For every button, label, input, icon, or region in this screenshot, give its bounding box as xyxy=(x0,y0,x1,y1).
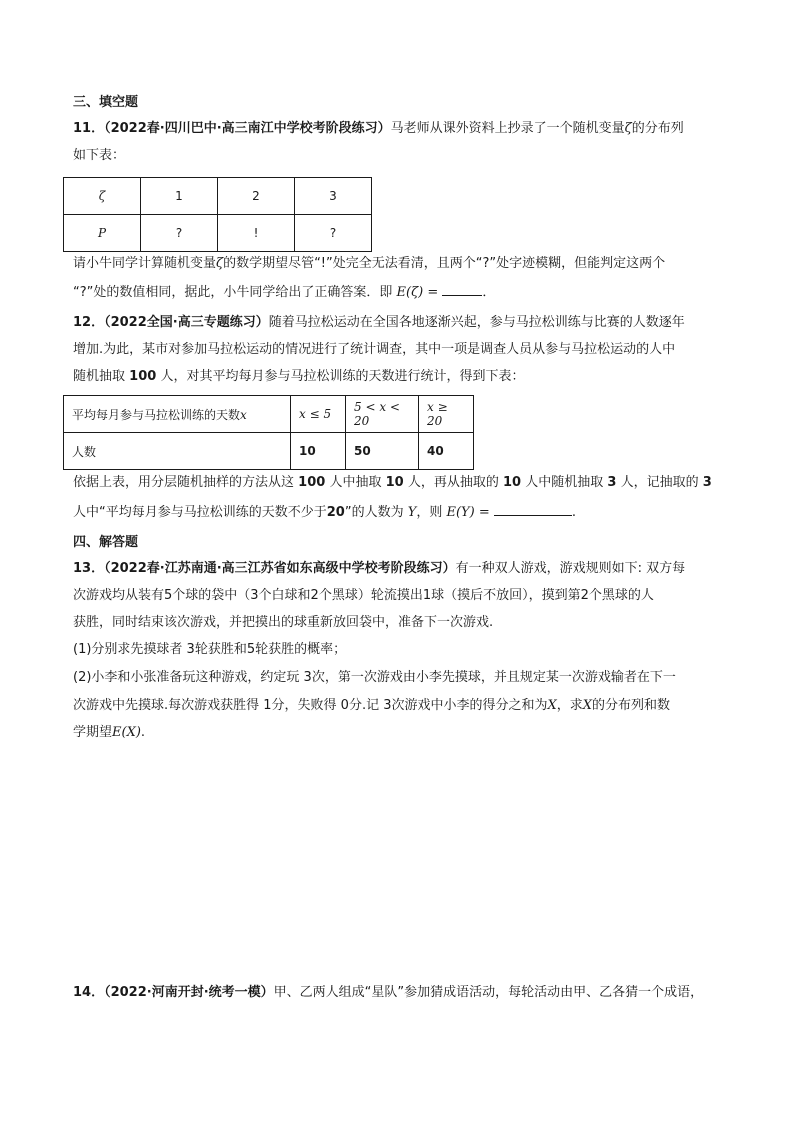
table-cell: 人数 xyxy=(64,433,291,470)
q12-after-text: 人，再从抽取的 xyxy=(407,475,499,490)
q14-source: （2022·河南开封·统考一模） xyxy=(104,985,274,1000)
q12-expectation-expr: E(Y) = xyxy=(446,505,490,520)
q12-after-text: 人中随机抽取 xyxy=(525,475,604,490)
table-cell: ? xyxy=(141,215,218,252)
table-cell: 3 xyxy=(295,178,372,215)
q11-after-text: 请小牛同学计算随机变量 xyxy=(73,256,217,271)
q12-number: 20 xyxy=(326,505,345,520)
table-cell: 1 xyxy=(141,178,218,215)
q13-part-2-line-1: (2)小李和小张准备玩这种游戏，约定玩 3次，第一次游戏由小李先摸球，并且规定某一次游戏输者在下一 xyxy=(73,670,676,685)
q11-distribution-table xyxy=(63,177,372,252)
q13-end-mark: . xyxy=(140,725,146,740)
q12-after-text: 人中“平均每月参与马拉松训练的天数不少于 xyxy=(73,505,327,520)
q11-text-end: 的分布列 xyxy=(631,121,684,136)
q11-text: 马老师从课外资料上抄录了一个随机变量 xyxy=(390,121,625,136)
q11-expectation-expr: E(ζ) = xyxy=(396,285,439,300)
q12-number: 100 xyxy=(298,475,326,490)
q12-after-text: 人，记抽取的 xyxy=(620,475,699,490)
q12-line-1 xyxy=(73,314,685,332)
q11-after-line-2 xyxy=(73,283,495,302)
q12-line-3 xyxy=(73,368,524,386)
q12-variable: Y xyxy=(407,505,417,520)
q13-part2-text: 学期望 xyxy=(73,725,113,740)
q12-number: 10 xyxy=(385,475,404,490)
q14-text: 甲、乙两人组成“星队”参加猜成语活动，每轮活动由甲、乙各猜一个成语， xyxy=(273,985,704,1000)
q13-variable: X xyxy=(582,698,593,713)
q12-number: 12． xyxy=(73,315,105,330)
q12-after-line-1 xyxy=(73,474,712,492)
q13-expectation-expr: E(X) xyxy=(112,725,141,740)
q13-part2-text: ，求 xyxy=(556,698,583,713)
section-heading-solutions: 四、解答题 xyxy=(73,535,139,550)
q11-after-variable: ζ xyxy=(216,256,224,271)
q12-after-text: 人中抽取 xyxy=(329,475,382,490)
table-cell: P xyxy=(64,215,141,252)
q11-variable: ζ xyxy=(624,121,632,136)
table-header-cell xyxy=(64,396,291,433)
q11-line-2: 如下表： xyxy=(73,148,126,163)
q13-text: 有一种双人游戏，游戏规则如下: 双方每 xyxy=(455,561,686,576)
table-header-cell: x ≥ 20 xyxy=(419,396,474,433)
table-cell: 40 xyxy=(419,433,474,470)
q11-end-mark: ． xyxy=(482,285,496,300)
header-variable: x xyxy=(240,407,247,422)
q12-text-a: 随机抽取 xyxy=(73,369,126,384)
section-heading-fill-blank: 三、填空题 xyxy=(73,95,139,110)
q11-after-text-2: 的数学期望尽管“!”处完全无法看清，且两个“?”处字迹模糊，但能判定这两个 xyxy=(223,256,666,271)
table-cell: 10 xyxy=(291,433,346,470)
table-row xyxy=(64,215,372,252)
table-cell: 2 xyxy=(218,178,295,215)
q12-number: 3 xyxy=(607,475,617,490)
table-row xyxy=(64,396,474,433)
q13-variable: X xyxy=(547,698,557,713)
table-header-cell: 5 < x < 20 xyxy=(346,396,419,433)
q12-number: 3 xyxy=(702,475,712,490)
q13-line-1 xyxy=(73,560,685,578)
q11-source: （2022春·四川巴中·高三南江中学校考阶段练习） xyxy=(104,121,391,136)
q11-after-line-1 xyxy=(73,255,665,273)
table-row xyxy=(64,178,372,215)
q12-data-table xyxy=(63,395,474,470)
table-cell: ? xyxy=(295,215,372,252)
q13-source: （2022春·江苏南通·高三江苏省如东高级中学校考阶段练习） xyxy=(104,561,456,576)
q12-after-line-2 xyxy=(73,503,576,522)
q12-number: 10 xyxy=(502,475,522,490)
q13-part-2-line-2 xyxy=(73,697,670,715)
q13-part-1: (1)分别求先摸球者 3轮获胜和5轮获胜的概率； xyxy=(73,642,347,657)
table-cell: ! xyxy=(218,215,295,252)
q13-line-2: 次游戏均从装有5个球的袋中（3个白球和2个黑球）轮流摸出1球（摸后不放回），摸到第2个黑球的人 xyxy=(73,588,654,603)
q13-part-2-line-3 xyxy=(73,724,145,742)
q11-answer-blank[interactable] xyxy=(442,283,482,296)
q12-line-2: 增加.为此，某市对参加马拉松运动的情况进行了统计调查，其中一项是调查人员从参与马拉松运动的人中 xyxy=(73,342,676,357)
q12-text-b: 人，对其平均每月参与马拉松训练的天数进行统计，得到下表： xyxy=(160,369,525,384)
q12-after-text: 依据上表，用分层随机抽样的方法从这 xyxy=(73,475,295,490)
q12-text: 随着马拉松运动在全国各地逐渐兴起，参与马拉松训练与比赛的人数逐年 xyxy=(268,315,685,330)
header-label: 平均每月参与马拉松训练的天数 xyxy=(72,407,241,422)
q13-part2-text: 次游戏中先摸球.每次游戏获胜得 1分，失败得 0分.记 3次游戏中小李的得分之和为 xyxy=(73,698,548,713)
table-cell: 50 xyxy=(346,433,419,470)
q11-number: 11． xyxy=(73,121,105,136)
q12-end-mark: . xyxy=(571,505,577,520)
q12-after-text: ”的人数为 xyxy=(344,505,404,520)
q12-number-100: 100 xyxy=(129,369,157,384)
q12-source: （2022全国·高三专题练习） xyxy=(104,315,269,330)
q11-after2-text: “?”处的数值相同，据此，小牛同学给出了正确答案．即 xyxy=(73,285,393,300)
table-header-cell: x ≤ 5 xyxy=(291,396,346,433)
q12-answer-blank[interactable] xyxy=(494,503,572,516)
q11-line-1 xyxy=(73,120,684,138)
q14-line-1 xyxy=(73,984,703,1002)
table-cell: ζ xyxy=(64,178,141,215)
q12-after-text: ，则 xyxy=(416,505,443,520)
q14-number: 14． xyxy=(73,985,105,1000)
q13-number: 13． xyxy=(73,561,105,576)
q13-part2-text: 的分布列和数 xyxy=(592,698,671,713)
q13-line-3: 获胜，同时结束该次游戏，并把摸出的球重新放回袋中，准备下一次游戏. xyxy=(73,615,494,630)
table-row xyxy=(64,433,474,470)
